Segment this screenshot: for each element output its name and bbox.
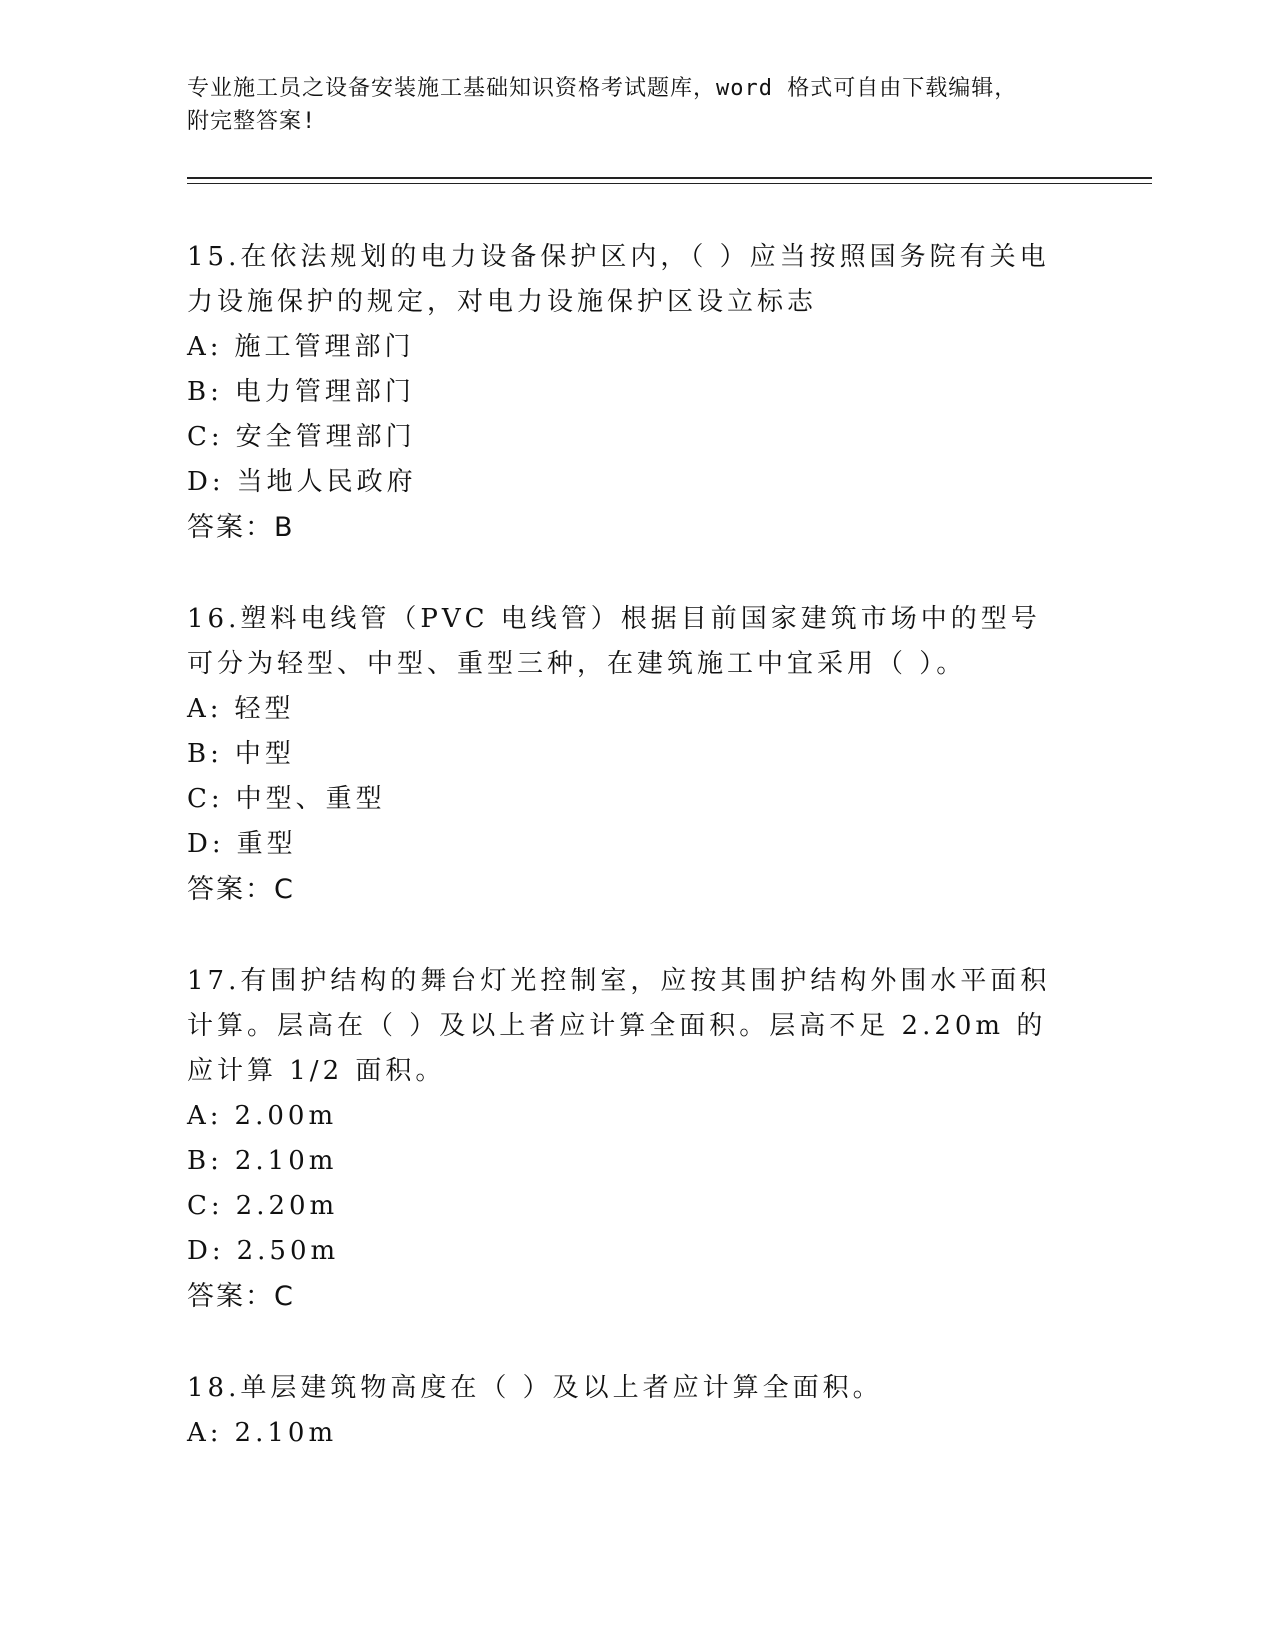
header-divider-thick bbox=[187, 177, 1152, 179]
option-text: 2.20m bbox=[235, 1191, 339, 1221]
option-text: 当地人民政府 bbox=[236, 467, 417, 497]
option-text: 中型、重型 bbox=[235, 784, 386, 814]
option-a bbox=[187, 687, 1067, 732]
option-c bbox=[187, 777, 1067, 822]
option-text: 安全管理部门 bbox=[235, 422, 416, 452]
question-text: 15.在依法规划的电力设备保护区内，（ ）应当按照国务院有关电力设施保护的规定，对电力设施保护区设立标志 bbox=[187, 242, 1050, 317]
option-text: 2.50m bbox=[236, 1236, 340, 1266]
option-letter: D: bbox=[187, 467, 225, 497]
question-text: 16.塑料电线管（PVC 电线管）根据目前国家建筑市场中的型号可分为轻型、中型、重型三种，在建筑施工中宜采用（ ）。 bbox=[187, 604, 1041, 679]
option-letter: D: bbox=[187, 1236, 225, 1266]
option-text: 2.10m bbox=[234, 1146, 338, 1176]
option-letter: D: bbox=[187, 829, 225, 859]
question-18 bbox=[187, 1366, 1067, 1456]
option-letter: A: bbox=[187, 1101, 223, 1131]
option-letter: A: bbox=[187, 1418, 223, 1448]
answer-line: 答案：B bbox=[187, 512, 295, 543]
option-b bbox=[187, 732, 1067, 777]
option-letter: B: bbox=[187, 1146, 223, 1176]
header-divider-thin bbox=[187, 183, 1152, 184]
option-text: 重型 bbox=[236, 829, 297, 859]
option-letter: C: bbox=[187, 422, 224, 452]
option-letter: A: bbox=[187, 694, 223, 724]
option-a bbox=[187, 1411, 1067, 1456]
document-header bbox=[187, 72, 1087, 138]
option-text: 中型 bbox=[234, 739, 295, 769]
option-text: 施工管理部门 bbox=[234, 332, 415, 362]
option-letter: C: bbox=[187, 1191, 224, 1221]
option-text: 电力管理部门 bbox=[234, 377, 415, 407]
option-d bbox=[187, 822, 1067, 867]
option-letter: B: bbox=[187, 739, 223, 769]
option-c bbox=[187, 415, 1067, 460]
option-c bbox=[187, 1184, 1067, 1229]
option-letter: B: bbox=[187, 377, 223, 407]
question-text: 17.有围护结构的舞台灯光控制室，应按其围护结构外围水平面积计算。层高在（ ）及以上者应计算全面积。层高不足 2.20m 的应计算 1/2 面积。 bbox=[187, 966, 1051, 1086]
option-text: 2.10m bbox=[234, 1418, 338, 1448]
option-d bbox=[187, 1229, 1067, 1274]
option-b bbox=[187, 1139, 1067, 1184]
header-line-1: 专业施工员之设备安装施工基础知识资格考试题库，word 格式可自由下载编辑， bbox=[187, 76, 1018, 101]
option-text: 2.00m bbox=[234, 1101, 338, 1131]
answer-line: 答案：C bbox=[187, 1281, 295, 1312]
option-a bbox=[187, 1094, 1067, 1139]
option-b bbox=[187, 370, 1067, 415]
question-text: 18.单层建筑物高度在（ ）及以上者应计算全面积。 bbox=[187, 1373, 883, 1403]
option-d bbox=[187, 460, 1067, 505]
question-17 bbox=[187, 959, 1067, 1319]
option-text: 轻型 bbox=[234, 694, 295, 724]
option-letter: C: bbox=[187, 784, 224, 814]
option-a bbox=[187, 325, 1067, 370]
question-16 bbox=[187, 597, 1067, 912]
option-letter: A: bbox=[187, 332, 223, 362]
answer-line: 答案：C bbox=[187, 874, 295, 905]
header-line-2: 附完整答案! bbox=[187, 109, 317, 134]
question-15 bbox=[187, 235, 1067, 550]
